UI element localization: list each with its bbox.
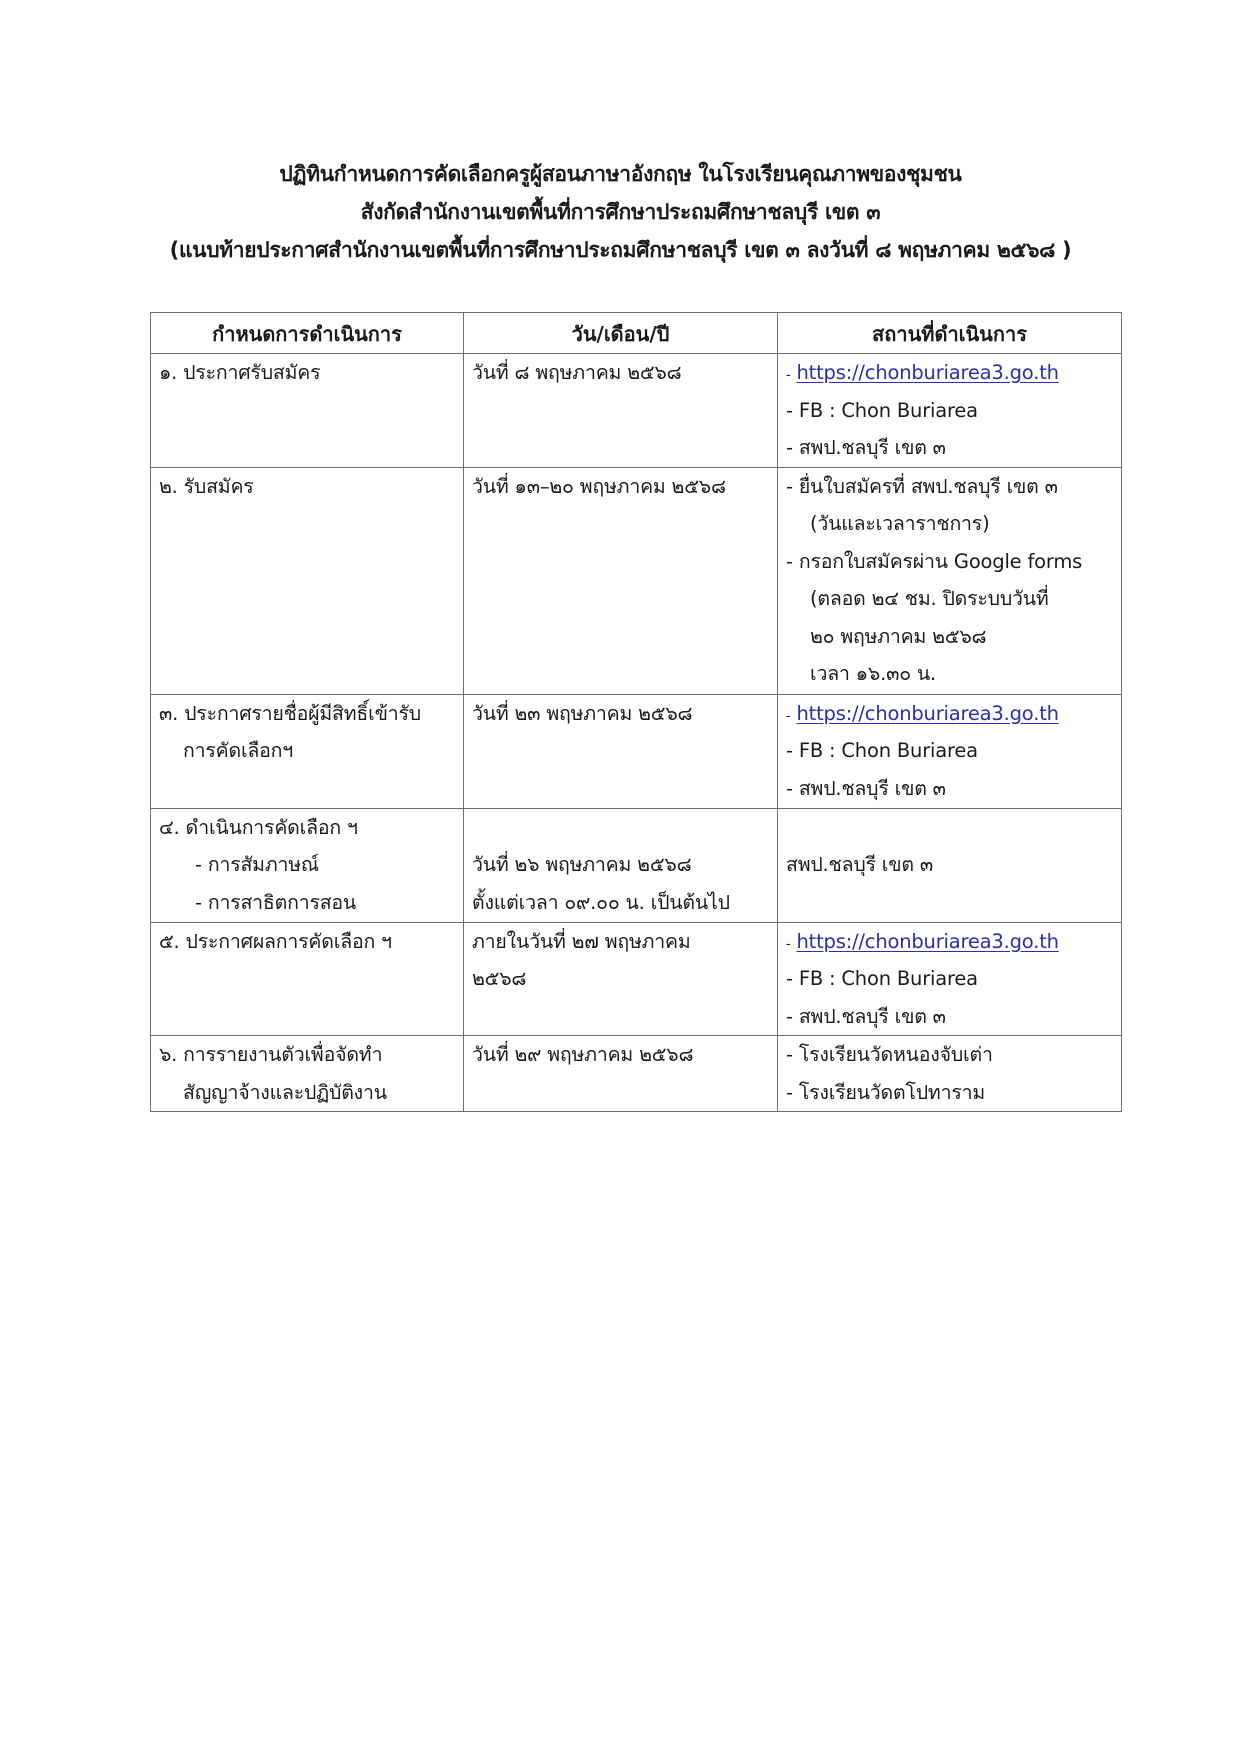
place-line: - ยื่นใบสมัครที่ สพป.ชลบุรี เขต ๓ [786,474,1058,498]
place-office: - สพป.ชลบุรี เขต ๓ [786,436,946,459]
date-text: วันที่ ๒๙ พฤษภาคม ๒๕๖๘ [472,1043,694,1066]
date-text: วันที่ ๒๓ พฤษภาคม ๒๕๖๘ [472,701,693,725]
activity-cell [151,1036,464,1112]
activity-text: ๑. ประกาศรับสมัคร [159,361,321,384]
activity-cell [151,467,464,694]
table-header-row [151,313,1122,354]
date-cell [464,808,778,922]
date-text: ๒๕๖๘ [472,967,527,990]
activity-text: การคัดเลือกฯ [183,739,294,762]
date-cell [464,1036,778,1112]
date-cell [464,694,778,808]
schedule-table [150,312,1122,1112]
place-line: - โรงเรียนวัดหนองจับเต่า [786,1043,993,1066]
activity-text: ๔. ดำเนินการคัดเลือก ฯ [159,815,358,839]
date-text: ภายในวันที่ ๒๗ พฤษภาคม [472,929,691,953]
place-fb: - FB : Chon Buriarea [786,739,978,762]
activity-text: ๓. ประกาศรายชื่อผู้มีสิทธิ์เข้ารับ [159,701,421,725]
activity-text: ๖. การรายงานตัวเพื่อจัดทำ [159,1043,383,1066]
date-text: วันที่ ๘ พฤษภาคม ๒๕๖๘ [472,361,682,384]
place-cell [778,354,1122,468]
place-office: - สพป.ชลบุรี เขต ๓ [786,1004,946,1028]
date-cell [464,467,778,694]
activity-cell [151,694,464,808]
title-line-1: ปฏิทินกำหนดการคัดเลือกครูผู้สอนภาษาอังกฤษ ในโรงเรียนคุณภาพของชุมชน [279,162,962,186]
place-office: สพป.ชลบุรี เขต ๓ [786,853,933,876]
place-cell [778,922,1122,1036]
activity-cell [151,922,464,1036]
date-text: ตั้งแต่เวลา ๐๙.๐๐ น. เป็นต้นไป [472,890,730,914]
document-title [0,155,1241,269]
activity-cell [151,808,464,922]
header-place: สถานที่ดำเนินการ [778,313,1122,354]
website-link[interactable]: https://chonburiarea3.go.th [796,929,1059,953]
bullet: - [786,936,791,952]
date-text: วันที่ ๒๖ พฤษภาคม ๒๕๖๘ [472,853,692,876]
place-office: - สพป.ชลบุรี เขต ๓ [786,776,946,800]
place-cell [778,467,1122,694]
date-text: วันที่ ๑๓–๒๐ พฤษภาคม ๒๕๖๘ [472,474,726,498]
activity-text: ๕. ประกาศผลการคัดเลือก ฯ [159,929,392,953]
activity-cell [151,354,464,468]
website-link[interactable]: https://chonburiarea3.go.th [796,701,1059,725]
place-line: (วันและเวลาราชการ) [810,512,990,535]
activity-text: สัญญาจ้างและปฏิบัติงาน [183,1080,387,1104]
place-line: เวลา ๑๖.๓๐ น. [810,662,937,685]
date-cell [464,922,778,1036]
place-link-line [786,695,1113,733]
title-line-2: สังกัดสำนักงานเขตพื้นที่การศึกษาประถมศึกษาชลบุรี เขต ๓ [360,200,881,224]
place-cell [778,1036,1122,1112]
bullet: - [786,368,791,383]
place-line: (ตลอด ๒๔ ชม. ปิดระบบวันที่ [810,587,1049,610]
table-row [151,467,1122,694]
table-row [151,694,1122,808]
header-date: วัน/เดือน/ปี [464,313,778,354]
bullet: - [786,708,791,724]
table-row [151,1036,1122,1112]
place-line: ๒๐ พฤษภาคม ๒๕๖๘ [810,624,987,648]
activity-subitem: - การสาธิตการสอน [195,890,357,914]
place-link-line [786,923,1113,961]
header-activity: กำหนดการดำเนินการ [151,313,464,354]
place-cell [778,694,1122,808]
place-cell [778,808,1122,922]
table-row [151,922,1122,1036]
activity-text: ๒. รับสมัคร [159,474,254,498]
place-link-line [786,354,1113,392]
place-line: - กรอกใบสมัครผ่าน Google forms [786,549,1083,573]
table-row [151,354,1122,468]
website-link[interactable]: https://chonburiarea3.go.th [796,361,1059,384]
place-line: - โรงเรียนวัดตโปทาราม [786,1080,986,1104]
place-fb: - FB : Chon Buriarea [786,967,978,990]
place-fb: - FB : Chon Buriarea [786,398,978,422]
title-line-3: (แนบท้ายประกาศสำนักงานเขตพื้นที่การศึกษาประถมศึกษาชลบุรี เขต ๓ ลงวันที่ ๘ พฤษภาคม ๒๕๖๘ ) [169,238,1072,262]
table-row [151,808,1122,922]
date-cell [464,354,778,468]
activity-subitem: - การสัมภาษณ์ [195,853,319,876]
